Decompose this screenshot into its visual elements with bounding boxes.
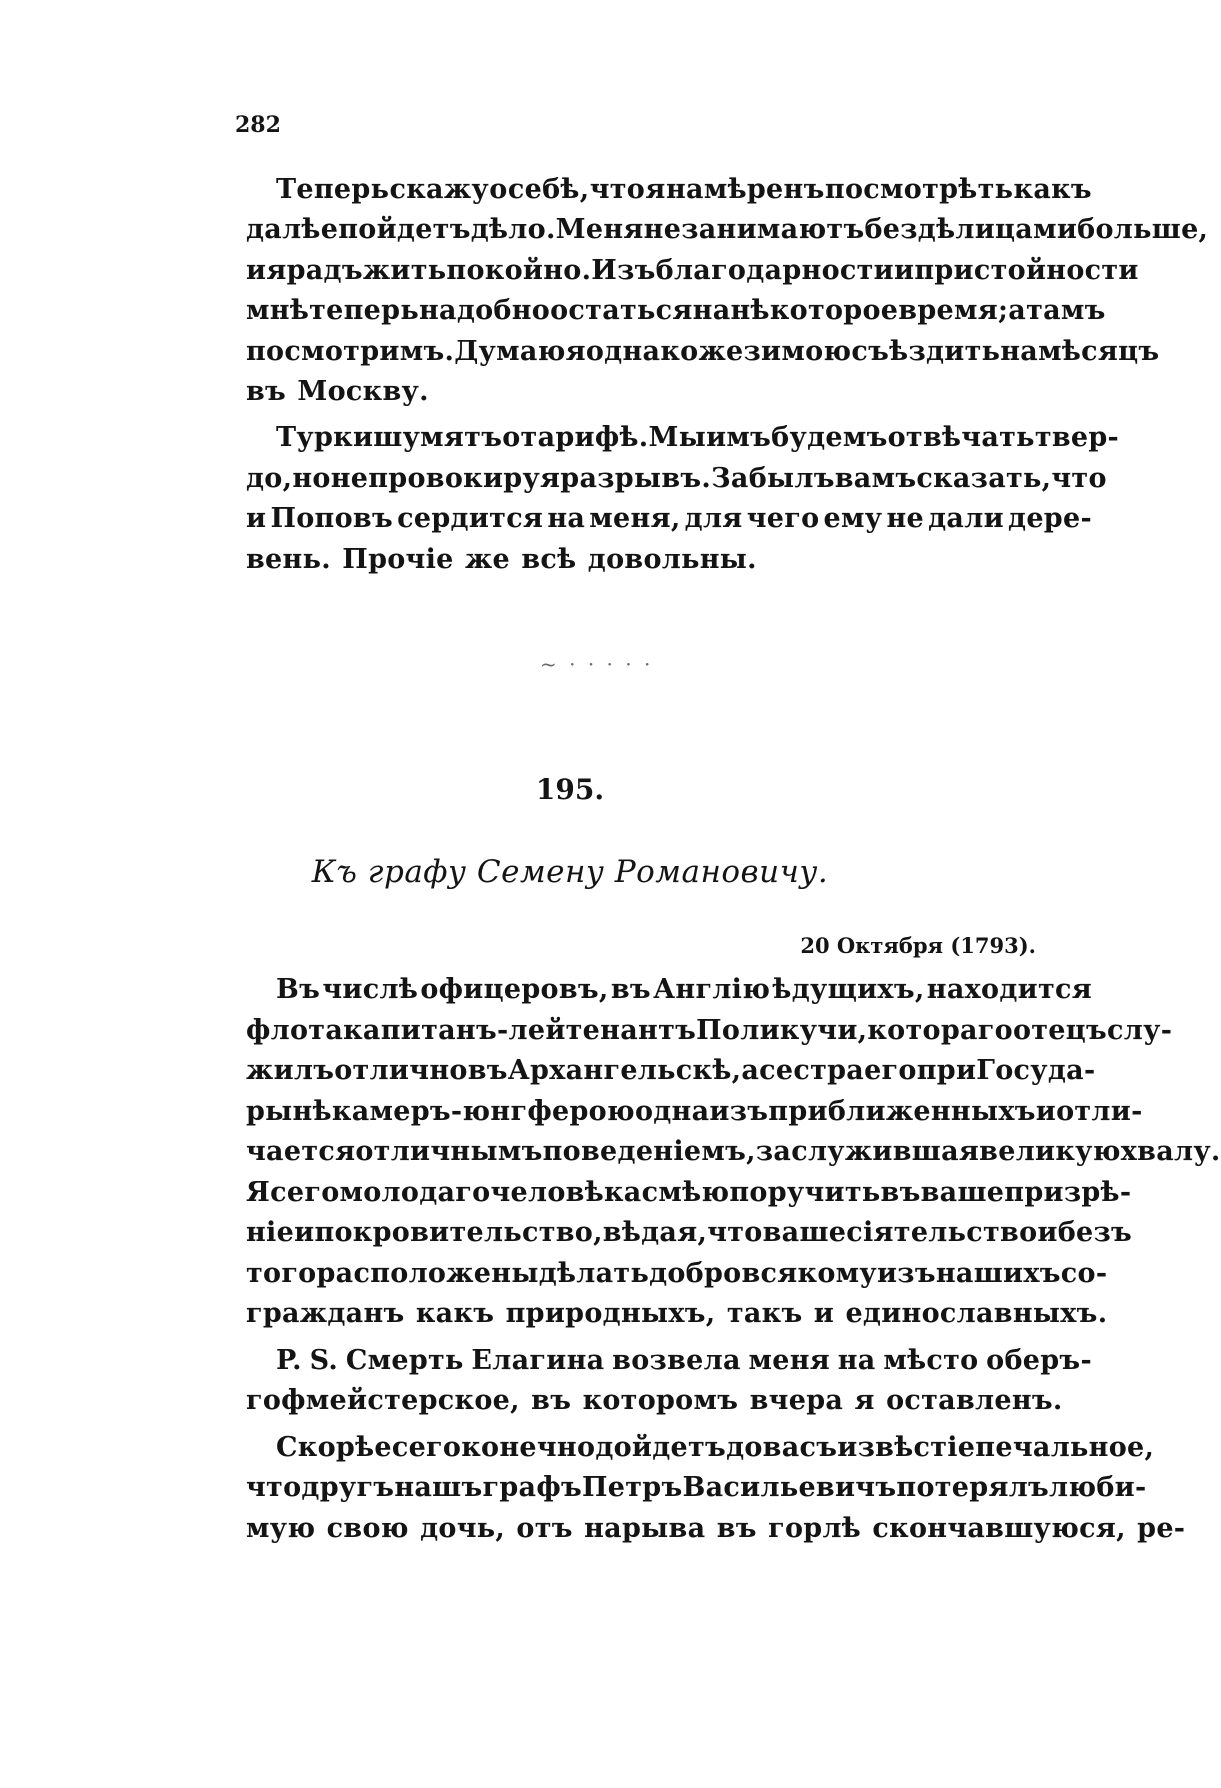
text-line: Я сего молодаго человѣка смѣю поручить въ ваше призрѣ- [246, 1176, 1132, 1208]
text-line: мнѣ теперь надобно остаться на нѣкоторое время; а тамъ [246, 295, 1106, 327]
text-line: далѣе пойдетъ дѣло. Меня не занимаютъ бездѣлицами больше, [246, 214, 1209, 246]
text-line: до, но не провокируя разрывъ. Забылъ вамъ сказать, что [246, 462, 1107, 494]
text-line: гражданъ какъ природныхъ, такъ и единославныхъ. [246, 1298, 1108, 1329]
separator-ornament: ~ · · · · · [540, 652, 654, 676]
text-line: вень. Прочіе же всѣ довольны. [246, 543, 757, 575]
text-line: флота капитанъ-лейтенантъ Поликучи, котораго отецъ слу- [246, 1014, 1173, 1046]
text-line: P. S. Смерть Елагина возвела меня на мѣсто оберъ- [276, 1344, 1092, 1376]
text-line: посмотримъ. Думаю я однакоже зимою съѣздить на мѣсяцъ [246, 335, 1160, 367]
previous-letter-ending [246, 170, 1209, 580]
text-line: Теперь скажу о себѣ, что я намѣренъ посмотрѣть какъ [276, 174, 1092, 205]
letter-number: 195. [535, 773, 605, 806]
text-line: мую свою дочь, отъ нарыва въ горлѣ скончавшуюся, ре- [246, 1512, 1186, 1544]
letter-date: 20 Октября (1793). [800, 933, 1036, 958]
text-line: и я радъ жить покойно. Изъ благодарности и пристойности [246, 254, 1139, 286]
text-line: рынѣ камеръ-юнгферою одна изъ приближенныхъ и отли- [246, 1095, 1143, 1127]
letter-body [246, 970, 1221, 1549]
text-line: и Поповъ сердится на меня, для чего ему не дали дере- [246, 503, 1092, 535]
text-line: чается отличнымъ поведеніемъ, заслужившая великую хвалу. [246, 1136, 1221, 1167]
text-line: что другъ нашъ графъ Петръ Васильевичъ потерялъ люби- [246, 1472, 1147, 1503]
text-line: жилъ отлично въ Архангельскѣ, а сестра его при Госуда- [246, 1055, 1096, 1086]
text-line: Скорѣе сего конечно дойдетъ до васъ извѣстіе печальное, [276, 1431, 1155, 1463]
page-number: 282 [235, 112, 281, 138]
letter-heading: Къ графу Семену Романовичу. [311, 854, 829, 890]
text-line: въ Москву. [246, 375, 429, 407]
text-line: Турки шумятъ о тарифѣ. Мы имъ будемъ отвѣчать твер- [276, 422, 1120, 454]
text-line: ніе и покровительство, вѣдая, что ваше сіятельство и безъ [246, 1217, 1133, 1248]
text-line: гофмейстерское, въ которомъ вчера я оставленъ. [246, 1385, 1063, 1416]
text-line: того расположены дѣлать добро всякому изъ нашихъ со- [246, 1257, 1108, 1289]
text-line: Въ числѣ офицеровъ, въ Англію ѣдущихъ, находится [276, 974, 1092, 1005]
